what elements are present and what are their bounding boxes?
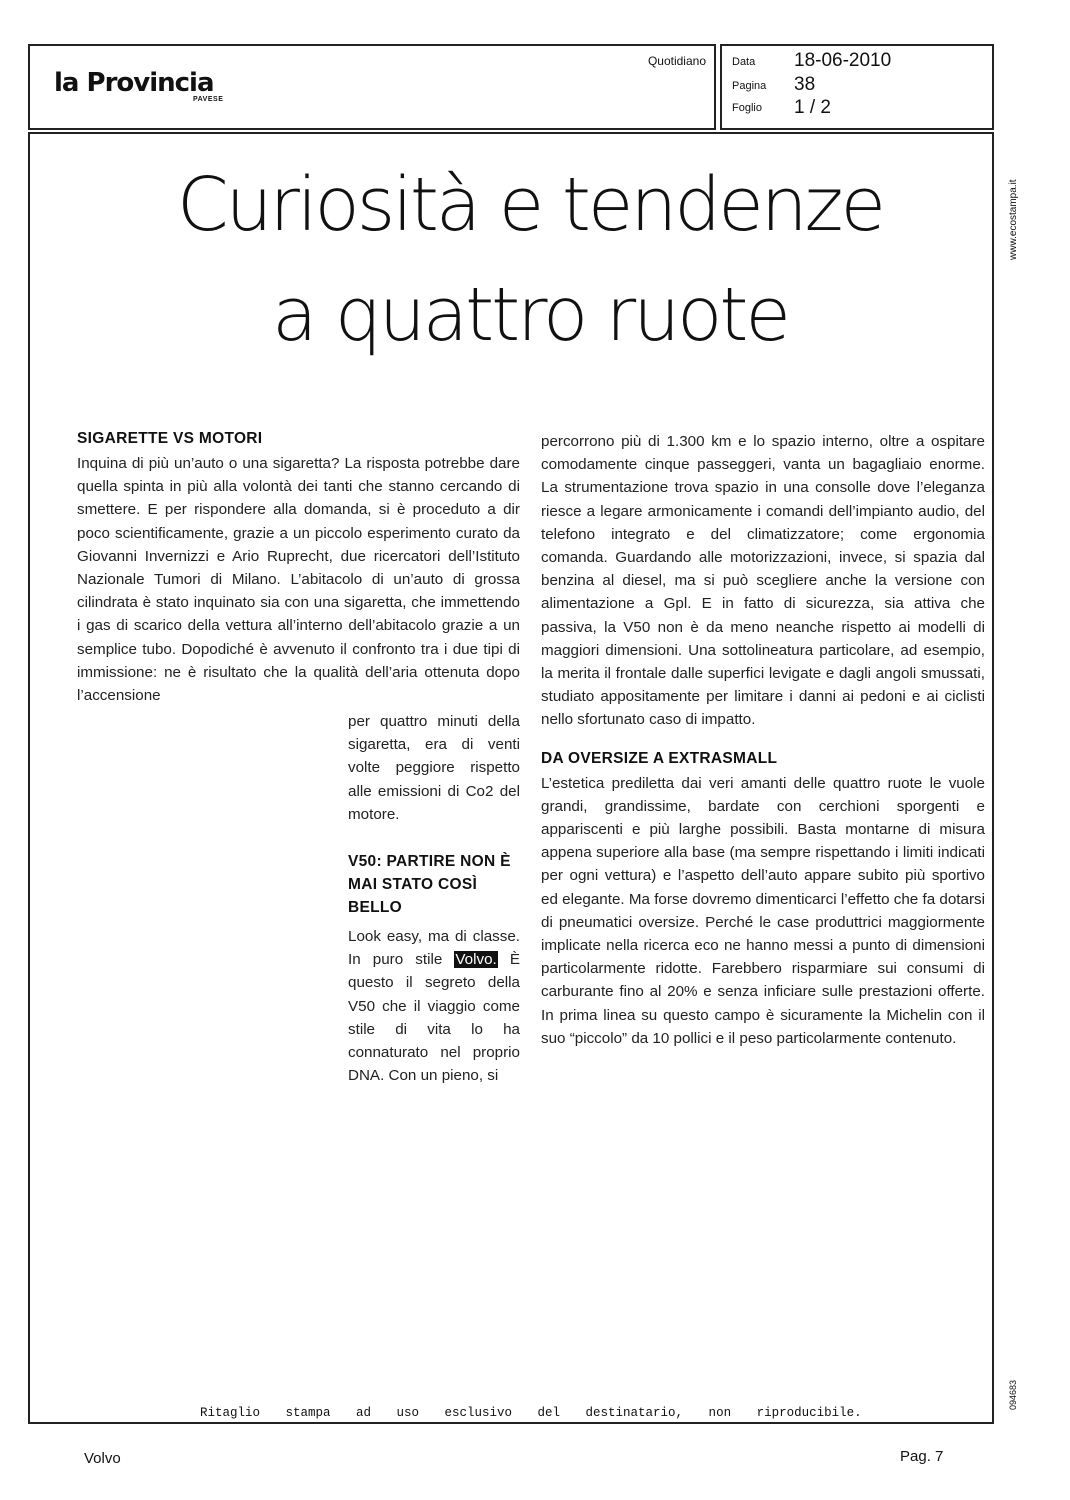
- meta-box: [720, 44, 994, 130]
- side-code: [1008, 1360, 1022, 1420]
- section-body-tyres: L’estetica prediletta dai veri amanti delle quattro ruote le vuole grandi, grandissime, bardate con cerchioni sporgenti e appariscenti e più larghe possibili. Basta montarne di misura appena superiore alla base (ma sempre rispettando i limiti indicati per ogni vettura) e l’aspetto dell’auto appare subito più sportivo ed elegante. Ma forse dovremo dimenticarci l’effetto che fa dotarsi di pneumatici oversize. Perché le case produttrici maggiormente implicate nella ricerca eco ne hanno messi a punto di dimensioni particolarmente ridotte. Farebbero risparmiare sui consumi di carburante fino al 20% e senza inficiare sulle prestazioni offerte. In prima linea su questo campo è sicuramente la Michelin con il suo “piccolo” da 10 pollici e il peso particolarmente contenuto.: [541, 774, 985, 1047]
- client-name: Volvo: [84, 1450, 121, 1467]
- column-right: [541, 430, 985, 1050]
- meta-value-sheet: 1 / 2: [794, 97, 831, 118]
- column-left: [77, 430, 520, 707]
- clipping-notice: Ritaglio stampa ad uso esclusivo del destinatario, non riproducibile.: [200, 1406, 862, 1420]
- headline-line-2: a quattro ruote: [272, 272, 788, 358]
- section-heading-v50: V50: PARTIRE NON È MAI STATO COSÌ BELLO: [348, 853, 511, 917]
- section-body-cigarettes-continued: per quattro minuti della sigaretta, era di venti volte peggiore rispetto alle emissioni di Co2 del motore.: [348, 713, 520, 823]
- side-url-text: www.ecostampa.it: [1008, 179, 1019, 260]
- side-code-text: 094683: [1008, 1379, 1018, 1410]
- brand-highlight: Volvo.: [455, 951, 497, 969]
- side-url: [1008, 140, 1022, 260]
- section-body-v50-continued: percorrono più di 1.300 km e lo spazio interno, oltre a ospitare comodamente cinque passeggeri, vanta un bagagliaio enorme. La strumentazione trova spazio in una consolle dove l’eleganza riesce a legare armonicamente i comandi dell’impianto audio, del telefono integrato e del climatizzatore; come ergonomia comanda. Guardando alle motorizzazioni, invece, si spazia dal benzina al diesel, ma si può scegliere anche la versione con alimentazione a Gpl. E in fatto di sicurezza, sia attiva che passiva, la V50 non è da meno neanche rispetto ai modelli di maggiori dimensioni. Una sottolineatura particolare, ad esempio, la merita il frontale dalle superfici levigate e dagli angoli smussati, studiato appositamente per limitare i danni ai pedoni e ai ciclisti nello sfortunato caso di impatto.: [541, 433, 985, 729]
- headline-line-1: Curiosità e tendenze: [176, 162, 884, 248]
- page-number: Pag. 7: [900, 1448, 944, 1465]
- masthead-box: [28, 44, 716, 130]
- section-heading-cigarettes: SIGARETTE VS MOTORI: [77, 430, 263, 447]
- newspaper-logo-sub: PAVESE: [193, 96, 224, 103]
- section-heading-tyres: DA OVERSIZE A EXTRASMALL: [541, 749, 778, 767]
- v50-text-b: È questo il segreto della V50 che il viaggio come stile di vita lo ha connaturato nel proprio DNA. Con un pieno, si: [348, 951, 520, 1085]
- column-middle: [348, 710, 520, 1087]
- meta-label-date: Data: [732, 56, 756, 68]
- v50-text-a: Look easy, ma di classe. In puro stile: [348, 928, 520, 969]
- meta-value-page: 38: [794, 74, 816, 95]
- section-body-v50: [348, 925, 520, 1087]
- meta-value-date: 18-06-2010: [794, 50, 892, 71]
- meta-label-page: Pagina: [732, 80, 767, 92]
- newspaper-logo: la Provincia: [54, 68, 214, 98]
- section-body-cigarettes: Inquina di più un’auto o una sigaretta? La risposta potrebbe dare quella spinta in più alla volontà dei tanti che stanno cercando di smettere. E per rispondere alla domanda, si è proceduto a dir poco scientificamente, grazie a un piccolo esperimento curato da Giovanni Invernizzi e Ario Ruprecht, due ricercatori dell’Istituto Nazionale Tumori di Milano. L’abitacolo di un’auto di grossa cilindrata è stato inquinato sia con una sigaretta, che immettendo i gas di scarico della vettura all’interno dell’abitacolo grazie a un semplice tubo. Dopodiché è avvenuto il confronto tra i due tipi di immissione: ne è risultato che la qualità dell’aria ottenuta dopo l’accensione: [77, 455, 520, 705]
- meta-label-sheet: Foglio: [732, 102, 762, 114]
- publication-type: Quotidiano: [647, 54, 706, 68]
